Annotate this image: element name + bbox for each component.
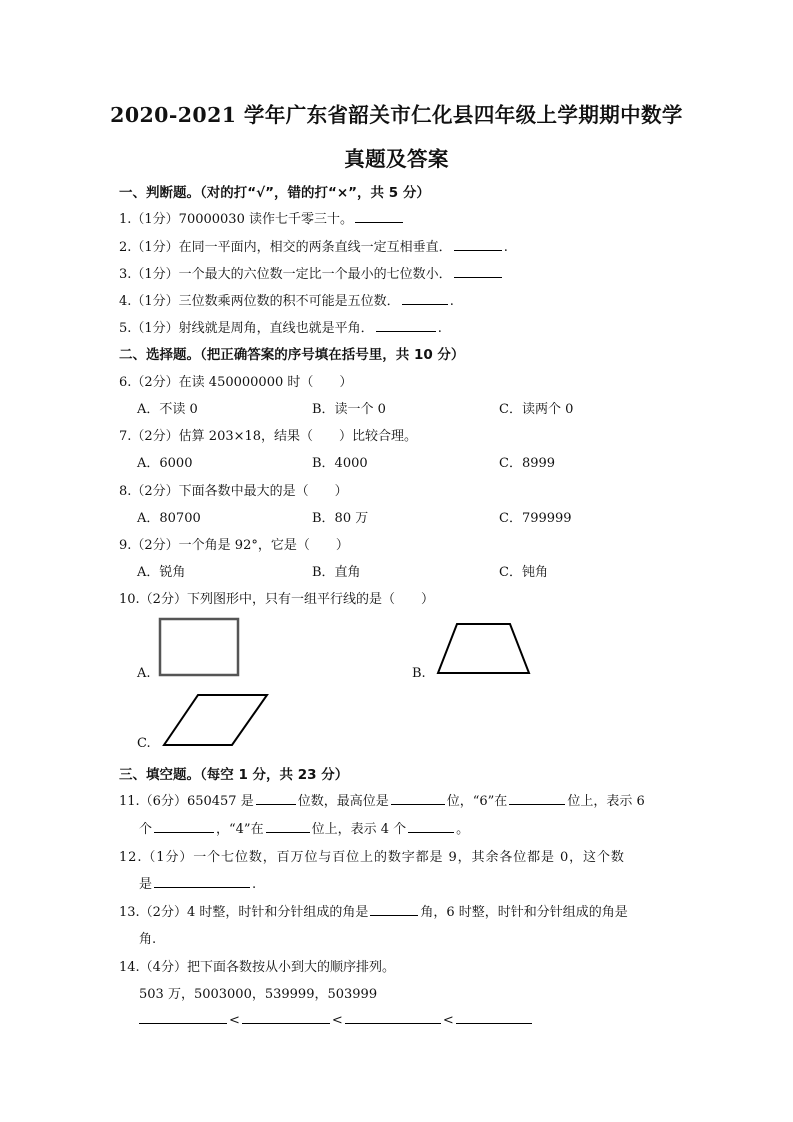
question-3 bbox=[119, 263, 504, 282]
answer-blank[interactable] bbox=[154, 819, 214, 833]
less-than-sign: < bbox=[442, 1013, 454, 1028]
q12-suffix: . bbox=[252, 877, 257, 892]
parallelogram-figure[interactable] bbox=[162, 692, 270, 748]
trapezoid-figure[interactable] bbox=[436, 621, 532, 676]
question-7-option-a[interactable]: A．6000 bbox=[137, 456, 193, 471]
paper-title-line2: 真题及答案 bbox=[344, 147, 449, 171]
question-9: 9.（2分）一个角是 92°，它是（ ） bbox=[119, 538, 349, 553]
section3-heading: 三、填空题。（每空 1 分，共 23 分） bbox=[119, 767, 349, 783]
answer-blank[interactable] bbox=[370, 902, 418, 916]
answer-blank[interactable] bbox=[509, 791, 565, 805]
answer-blank[interactable] bbox=[402, 291, 448, 305]
question-12-line1: 12.（1分）一个七位数，百万位与百位上的数字都是 9，其余各位都是 0，这个数 bbox=[119, 850, 625, 865]
question-6-option-c[interactable]: C．读两个 0 bbox=[499, 402, 574, 417]
question-2 bbox=[119, 236, 508, 255]
question-1-text: 1.（1分）70000030 读作七千零三十。 bbox=[119, 212, 353, 227]
answer-blank[interactable] bbox=[345, 1010, 441, 1024]
question-10-option-a[interactable]: A. bbox=[137, 666, 151, 681]
q11-part5: 个 bbox=[139, 822, 153, 837]
answer-blank[interactable] bbox=[391, 791, 445, 805]
answer-blank[interactable] bbox=[242, 1010, 330, 1024]
question-7-option-c[interactable]: C．8999 bbox=[499, 456, 556, 471]
question-1 bbox=[119, 208, 405, 227]
question-5-end: . bbox=[437, 321, 442, 336]
section2-heading: 二、选择题。（把正确答案的序号填在括号里，共 10 分） bbox=[119, 347, 465, 363]
answer-blank[interactable] bbox=[456, 1010, 532, 1024]
question-13-line1 bbox=[119, 901, 628, 920]
answer-blank[interactable] bbox=[408, 819, 454, 833]
question-9-option-c[interactable]: C．钝角 bbox=[499, 565, 548, 580]
question-13-line2: 角. bbox=[139, 932, 157, 947]
less-than-sign: < bbox=[229, 1013, 240, 1028]
question-8: 8.（2分）下面各数中最大的是（ ） bbox=[119, 484, 348, 499]
question-8-option-b[interactable]: B．80 万 bbox=[312, 511, 369, 526]
question-6-option-a[interactable]: A．不读 0 bbox=[137, 402, 198, 417]
q11-part1: 11.（6分）650457 是 bbox=[119, 794, 254, 809]
question-7: 7.（2分）估算 203×18，结果（ ）比较合理。 bbox=[119, 429, 418, 444]
answer-blank[interactable] bbox=[139, 1010, 227, 1024]
question-11-line1 bbox=[119, 790, 645, 809]
answer-blank[interactable] bbox=[454, 264, 502, 278]
q11-part7: 位上，表示 4 个 bbox=[311, 822, 407, 837]
answer-blank[interactable] bbox=[154, 874, 250, 888]
answer-blank[interactable] bbox=[376, 318, 436, 332]
answer-blank[interactable] bbox=[266, 819, 310, 833]
question-12-line2 bbox=[139, 873, 256, 892]
question-14-order-blanks bbox=[137, 1010, 534, 1028]
question-14-line1: 14.（4分）把下面各数按从小到大的顺序排列。 bbox=[119, 960, 395, 975]
question-9-option-b[interactable]: B．直角 bbox=[312, 565, 361, 580]
question-4 bbox=[119, 290, 454, 309]
question-3-text: 3.（1分）一个最大的六位数一定比一个最小的七位数小． bbox=[119, 267, 452, 282]
question-5-text: 5.（1分）射线就是周角，直线也就是平角． bbox=[119, 321, 374, 336]
question-6: 6.（2分）在读 450000000 时（ ） bbox=[119, 375, 353, 390]
answer-blank[interactable] bbox=[256, 791, 296, 805]
question-10: 10.（2分）下列图形中，只有一组平行线的是（ ） bbox=[119, 592, 434, 607]
rectangle-figure[interactable] bbox=[158, 617, 240, 677]
q11-part2: 位数，最高位是 bbox=[297, 794, 389, 809]
question-14-numbers: 503 万，5003000，539999，503999 bbox=[139, 987, 378, 1002]
question-4-text: 4.（1分）三位数乘两位数的积不可能是五位数． bbox=[119, 294, 400, 309]
question-2-end: . bbox=[503, 240, 508, 255]
question-8-option-c[interactable]: C．799999 bbox=[499, 511, 572, 526]
question-11-line2 bbox=[139, 818, 469, 837]
question-9-option-a[interactable]: A．锐角 bbox=[137, 565, 186, 580]
q11-part3: 位，“6”在 bbox=[446, 794, 508, 809]
q11-part6: ，“4”在 bbox=[216, 822, 264, 837]
q11-part4: 位上，表示 6 bbox=[567, 794, 645, 809]
question-2-text: 2.（1分）在同一平面内，相交的两条直线一定互相垂直． bbox=[119, 240, 452, 255]
paper-title-line1: 2020-2021 学年广东省韶关市仁化县四年级上学期期中数学 bbox=[110, 103, 683, 127]
question-10-option-c[interactable]: C. bbox=[137, 736, 151, 751]
q13-part2: 角，6 时整，时针和分针组成的角是 bbox=[420, 905, 628, 920]
question-5 bbox=[119, 317, 442, 336]
answer-blank[interactable] bbox=[355, 209, 403, 223]
question-4-end: . bbox=[449, 294, 454, 309]
question-7-option-b[interactable]: B．4000 bbox=[312, 456, 368, 471]
q11-part8: 。 bbox=[456, 822, 470, 837]
question-10-option-b[interactable]: B. bbox=[412, 666, 426, 681]
question-8-option-a[interactable]: A．80700 bbox=[137, 511, 201, 526]
section1-heading: 一、判断题。（对的打“√”，错的打“×”，共 5 分） bbox=[119, 185, 430, 201]
q13-part1: 13.（2分）4 时整，时针和分针组成的角是 bbox=[119, 905, 369, 920]
q12-prefix: 是 bbox=[139, 877, 153, 892]
question-6-option-b[interactable]: B．读一个 0 bbox=[312, 402, 386, 417]
answer-blank[interactable] bbox=[454, 237, 502, 251]
less-than-sign: < bbox=[331, 1013, 343, 1028]
